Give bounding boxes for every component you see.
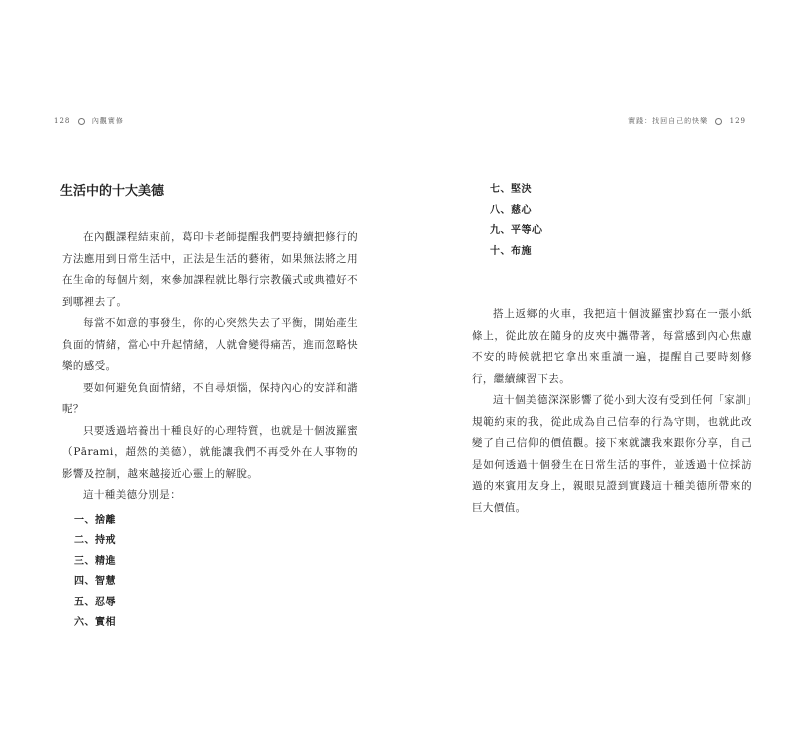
virtue-item: 十、布施 bbox=[490, 245, 532, 257]
paragraph: 每當不如意的事發生，你的心突然失去了平衡，開始產生負面的情緒，當心中升起情緒，人就會變得痛苦，進而忽略快樂的感受。 bbox=[62, 317, 358, 372]
paragraph: 搭上返鄉的火車，我把這十個波羅蜜抄寫在一張小紙條上，從此放在隨身的皮夾中攜帶著，每當感到內心焦慮不安的時候就把它拿出來重讀一遍，提醒自己要時刻修行，繼續練習下去。 bbox=[472, 308, 752, 385]
paragraph: 要如何避免負面情緒，不自尋煩惱，保持內心的安詳和諧呢？ bbox=[62, 381, 358, 415]
left-page-number: 128 bbox=[54, 117, 71, 125]
right-running-title: 實踐：找回自己的快樂 bbox=[628, 117, 709, 125]
virtue-list bbox=[62, 511, 358, 634]
virtue-item: 五、忍辱 bbox=[74, 596, 116, 608]
virtue-item: 三、精進 bbox=[74, 555, 116, 567]
virtue-item: 六、實相 bbox=[74, 617, 116, 628]
left-running-title: 內觀實修 bbox=[91, 117, 124, 125]
paragraph: 這十個美德深深影響了從小到大沒有受到任何「家訓」規範約束的我，從此成為自己信奉的行為守則，也就此改變了自己信仰的價值觀。接下來就讓我來跟你分享，自己是如何透過十個發生在日常生活的事件，並透過十位採訪過的來賓用友身上，親眼見證到實踐這十種美德所帶來的巨大價值。 bbox=[472, 394, 752, 514]
running-head-right bbox=[628, 116, 746, 126]
circle-separator-icon bbox=[715, 118, 722, 125]
paragraph: 只要透過培養出十種良好的心理特質，也就是十個波羅蜜（Pārami，超然的美德），就能讓我們不再受外在人事物的影響及控制，越來越接近心靈上的解脫。 bbox=[62, 424, 358, 480]
section-heading: 生活中的十大美德 bbox=[60, 184, 165, 199]
right-page-number: 129 bbox=[729, 117, 746, 125]
virtue-list bbox=[472, 180, 752, 262]
right-page bbox=[472, 180, 752, 519]
running-head-left bbox=[54, 116, 124, 126]
virtue-item: 四、智慧 bbox=[74, 576, 116, 587]
left-page bbox=[62, 180, 358, 634]
virtue-item: 一、捨離 bbox=[74, 514, 116, 526]
virtue-item: 二、持戒 bbox=[74, 535, 116, 546]
paragraph: 在內觀課程結束前，葛印卡老師提醒我們要持續把修行的方法應用到日常生活中，正法是生活的藝術，如果無法將之用在生命的每個片刻，來參加課程就比舉行宗教儀式或典禮好不到哪裡去了。 bbox=[62, 231, 358, 308]
circle-separator-icon bbox=[78, 118, 85, 125]
virtue-item: 九、平等心 bbox=[490, 225, 543, 236]
virtue-item: 七、堅決 bbox=[490, 184, 532, 195]
paragraph: 這十種美德分別是： bbox=[83, 489, 182, 501]
virtue-item: 八、慈心 bbox=[490, 204, 532, 216]
